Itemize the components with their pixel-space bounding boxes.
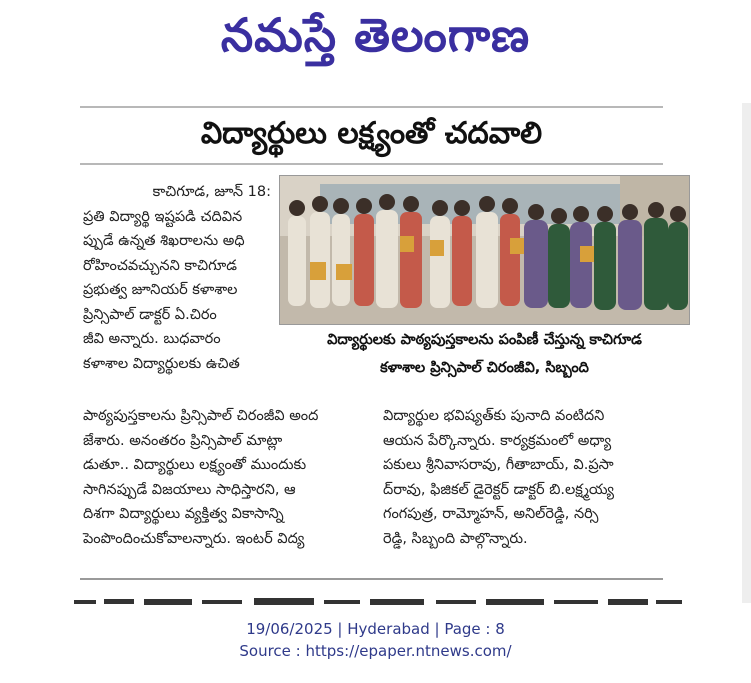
article-line: సాగినప్పుడే విజయాలు సాధిస్తారని, ఆ [83,481,296,498]
photo-caption [282,326,687,382]
article-line: ఆయన పేర్కొన్నారు. కార్యక్రమంలో అధ్యా [383,432,612,449]
footer-date-edition: 19/06/2025 | Hyderabad | Page : 8 [246,620,505,638]
article-line: రెడ్డి, సిబ్బంది పాల్గొన్నారు. [383,530,528,547]
article-line: కాచిగూడ, జూన్ 18: [152,184,271,200]
article-photo [279,175,690,325]
article-line: జేశారు. అనంతరం ప్రిన్సిపాల్ మాట్లా [83,432,283,449]
article-line: పాఠ్యపుస్తకాలను ప్రిన్సిపాల్ చిరంజీవి అంద [83,408,319,424]
footer-source: Source : https://epaper.ntnews.com/ [239,642,512,660]
article-line: ప్రభుత్వ జూనియర్ కళాశాల [83,282,238,298]
article-line: దిశగా విద్యార్థులు వ్యక్తిత్వ వికాసాన్ని [83,506,284,522]
article-right-column [383,404,687,551]
article-line: కళాశాల విద్యార్థులకు ఉచిత [83,355,240,372]
group-photo-illustration [280,176,689,324]
article-line: రోహించవచ్చునని కాచిగూడ [83,257,237,274]
page-edge-strip [742,103,751,603]
clipping-footer [0,618,751,662]
article-line: డుతూ.. విద్యార్థులు లక్ష్యంతో ముందుకు [83,457,307,473]
article-line: ద్‌రావు, ఫిజికల్ డైరెక్టర్ డాక్టర్ బి.లక్ష్మయ్య [383,481,615,498]
article-left-column-top [83,180,271,376]
caption-line: విద్యార్థులకు పాఠ్యపుస్తకాలను పంపిణీ చేస్తున్న కాచిగూడ [327,332,642,348]
article-line: ప్పుడే ఉన్నత శిఖరాలను అధి [83,233,245,249]
masthead-title: నమస్తే తెలంగాణ [220,8,531,62]
article-line: ప్రతి విద్యార్థి ఇష్టపడి చదివిన [83,208,243,225]
article-line: విద్యార్థుల భవిష్యత్‌కు పునాది వంటిదని [383,408,605,424]
cropped-next-article-edge [74,597,684,607]
article-line: గంగపుత్ర, రామ్మోహన్, అనిల్‌రెడ్డి, నర్సి [383,506,599,522]
article-line: పకులు శ్రీనివాసరావు, గీతాబాయ్, వి.ప్రసా [383,457,614,473]
article-line: పెంపొందించుకోవాలన్నారు. ఇంటర్ విద్య [83,530,305,547]
article-line: జీవి అన్నారు. బుధవారం [83,331,221,347]
article-headline: విద్యార్థులు లక్ష్యంతో చదవాలి [200,116,543,151]
caption-line: కళాశాల ప్రిన్సిపాల్ చిరంజీవి, సిబ్బంది [380,360,589,376]
bottom-divider [80,578,663,580]
article-line: ప్రిన్సిపాల్ డాక్టర్ ఏ.చిరం [83,306,217,323]
newspaper-masthead [0,0,751,90]
article-left-column-bottom [83,404,365,551]
headline-divider [80,163,663,165]
top-divider [80,106,663,108]
